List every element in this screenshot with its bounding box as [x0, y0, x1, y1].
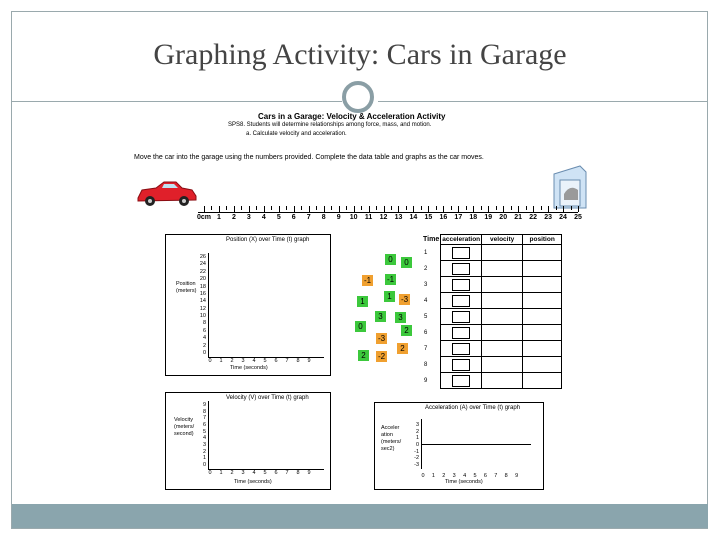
y-tick-label: 3	[415, 422, 419, 428]
row-time: 2	[424, 265, 428, 272]
ruler-tick	[518, 206, 519, 212]
ruler-minor-tick	[391, 206, 392, 210]
ruler-tick	[294, 206, 295, 212]
acceleration-cell	[441, 293, 482, 309]
velocity-graph-ylabel: Velocity (meters/ second)	[174, 417, 195, 437]
number-tile: 0	[401, 257, 412, 268]
table-row	[422, 277, 562, 293]
acceleration-input-box	[452, 311, 470, 323]
table-row	[422, 293, 562, 309]
position-cell	[523, 293, 562, 309]
ruler-tick	[488, 206, 489, 212]
y-tick-label: 2	[202, 448, 206, 455]
table-row	[422, 373, 562, 389]
ruler-label: 16	[439, 214, 448, 221]
table-header-position: position	[523, 235, 562, 245]
y-tick-label: 26	[199, 254, 206, 260]
position-graph-ylabel: Position (meters)	[176, 281, 197, 294]
ruler-label: 4	[261, 214, 266, 221]
x-tick-label: 0	[208, 358, 212, 364]
position-cell	[523, 277, 562, 293]
x-tick-label: 9	[307, 470, 311, 476]
y-tick-label: 20	[199, 276, 206, 283]
y-tick-label: 22	[199, 268, 206, 275]
ruler-tick	[503, 206, 504, 212]
distance-ruler	[196, 206, 582, 226]
ruler-minor-tick	[376, 206, 377, 210]
position-cell	[523, 309, 562, 325]
x-tick-label: 4	[252, 470, 256, 476]
acceleration-input-box	[452, 247, 470, 259]
ruler-label: 19	[484, 214, 493, 221]
ruler-minor-tick	[481, 206, 482, 210]
ruler-tick	[428, 206, 429, 212]
y-tick-label: 0	[202, 350, 206, 356]
x-tick-label: 7	[494, 473, 498, 479]
table-header-time: Time	[423, 236, 440, 243]
ruler-minor-tick	[226, 206, 227, 210]
y-tick-label: 1	[202, 455, 206, 462]
row-time: 8	[424, 361, 428, 368]
position-cell	[523, 357, 562, 373]
velocity-cell	[482, 309, 523, 325]
ruler-minor-tick	[361, 206, 362, 210]
velocity-graph-y-axis	[208, 401, 209, 469]
acceleration-cell	[441, 373, 482, 389]
acceleration-graph-xlabel: Time (seconds)	[445, 479, 483, 485]
velocity-cell	[482, 245, 523, 261]
velocity-graph	[165, 392, 331, 490]
acceleration-input-box	[452, 359, 470, 371]
ruler-label: 0cm	[196, 214, 212, 221]
title-divider-left	[12, 101, 342, 102]
velocity-cell	[482, 277, 523, 293]
number-tile: 3	[375, 311, 386, 322]
table-header-velocity: velocity	[482, 235, 523, 245]
ruler-tick	[339, 206, 340, 212]
y-tick-label: 4	[202, 335, 206, 342]
footer-bar	[12, 504, 708, 528]
table-row	[422, 309, 562, 325]
ruler-minor-tick	[241, 206, 242, 210]
y-tick-label: 24	[199, 261, 206, 268]
title-divider-right	[378, 101, 708, 102]
row-time: 7	[424, 345, 428, 352]
row-time: 9	[424, 377, 428, 384]
x-tick-label: 7	[285, 470, 289, 476]
row-time: 1	[424, 249, 428, 256]
ruler-tick	[309, 206, 310, 212]
ruler-tick	[473, 206, 474, 212]
acceleration-graph	[374, 402, 544, 490]
velocity-cell	[482, 341, 523, 357]
x-tick-label: 6	[483, 473, 487, 479]
ruler-tick	[548, 206, 549, 212]
acceleration-cell	[441, 325, 482, 341]
x-tick-label: 7	[285, 358, 289, 364]
acceleration-cell	[441, 341, 482, 357]
y-tick-label: 14	[199, 298, 206, 305]
position-graph-y-axis	[208, 253, 209, 357]
acceleration-cell	[441, 357, 482, 373]
ruler-label: 3	[246, 214, 251, 221]
x-tick-label: 8	[504, 473, 508, 479]
worksheet-image	[128, 108, 588, 500]
ruler-tick	[354, 206, 355, 212]
worksheet-title: Cars in a Garage: Velocity & Acceleration Activity	[258, 112, 446, 121]
number-tile: 1	[384, 291, 395, 302]
x-tick-label: 5	[263, 358, 267, 364]
ruler-tick	[443, 206, 444, 212]
x-tick-label: 9	[307, 358, 311, 364]
y-tick-label: 6	[202, 422, 206, 428]
garage-image	[550, 164, 588, 210]
position-graph	[165, 234, 331, 376]
ruler-label: 8	[321, 214, 326, 221]
ruler-label: 6	[291, 214, 296, 221]
x-tick-label: 1	[219, 470, 223, 476]
x-tick-label: 6	[274, 358, 278, 364]
ruler-label: 25	[574, 214, 582, 221]
position-cell	[523, 373, 562, 389]
position-cell	[523, 245, 562, 261]
y-tick-label: 2	[202, 342, 206, 349]
acceleration-input-box	[452, 263, 470, 275]
y-tick-label: 10	[199, 313, 206, 320]
number-tile: -1	[386, 275, 395, 284]
ruler-minor-tick	[406, 206, 407, 210]
ruler-label: 12	[379, 214, 388, 221]
row-time: 6	[424, 329, 428, 336]
ruler-label: 10	[349, 214, 358, 221]
y-tick-label: -3	[414, 462, 419, 468]
x-tick-label: 3	[241, 358, 245, 364]
position-cell	[523, 341, 562, 357]
row-time: 4	[424, 297, 428, 304]
velocity-cell	[482, 293, 523, 309]
ruler-label: 9	[336, 214, 341, 221]
y-tick-label: 18	[199, 283, 206, 290]
ruler-minor-tick	[421, 206, 422, 210]
ruler-label: 11	[364, 214, 373, 221]
velocity-graph-title: Velocity (V) over Time (t) graph	[226, 395, 309, 401]
ruler-tick	[458, 206, 459, 212]
velocity-cell	[482, 325, 523, 341]
ruler-minor-tick	[526, 206, 527, 210]
y-tick-label: 6	[202, 327, 206, 334]
ruler-label: 20	[499, 214, 508, 221]
acceleration-cell	[441, 245, 482, 261]
ruler-minor-tick	[556, 206, 557, 210]
velocity-cell	[482, 261, 523, 277]
velocity-cell	[482, 357, 523, 373]
acceleration-input-box	[452, 279, 470, 291]
ruler-minor-tick	[571, 206, 572, 210]
x-tick-label: 4	[252, 358, 256, 364]
number-tile: -1	[363, 276, 372, 285]
number-tile: 0	[355, 321, 366, 332]
y-tick-label: -2	[414, 455, 419, 462]
row-time: 5	[424, 313, 428, 320]
acceleration-input-box	[452, 375, 470, 387]
ruler-tick	[324, 206, 325, 212]
ruler-minor-tick	[211, 206, 212, 210]
worksheet-instructions: Move the car into the garage using the numbers provided. Complete the data table and graphs as the car moves.	[134, 154, 484, 161]
row-time: 3	[424, 281, 428, 288]
ruler-minor-tick	[301, 206, 302, 210]
y-tick-label: 8	[202, 408, 206, 415]
y-tick-label: 12	[199, 305, 206, 312]
ruler-label: 5	[276, 214, 281, 221]
table-row	[422, 325, 562, 341]
y-tick-label: 0	[202, 462, 206, 468]
ruler-tick	[249, 206, 250, 212]
x-tick-label: 3	[452, 473, 456, 479]
ruler-minor-tick	[466, 206, 467, 210]
ruler-minor-tick	[346, 206, 347, 210]
ruler-label: 15	[424, 214, 433, 221]
acceleration-cell	[441, 261, 482, 277]
y-tick-label: 16	[199, 290, 206, 297]
position-cell	[523, 261, 562, 277]
ruler-label: 18	[469, 214, 478, 221]
ruler-minor-tick	[256, 206, 257, 210]
ruler-minor-tick	[451, 206, 452, 210]
number-tile: 0	[385, 254, 396, 265]
velocity-cell	[482, 373, 523, 389]
y-tick-label: 7	[202, 415, 206, 422]
table-header-acceleration: acceleration	[442, 236, 481, 243]
ruler-tick	[533, 206, 534, 212]
ruler-label: 22	[529, 214, 538, 221]
ruler-tick	[219, 206, 220, 212]
number-tile: 1	[357, 296, 368, 307]
position-graph-xlabel: Time (seconds)	[230, 365, 268, 371]
ruler-minor-tick	[316, 206, 317, 210]
ruler-label: 7	[306, 214, 311, 221]
ruler-tick	[264, 206, 265, 212]
acceleration-cell	[441, 309, 482, 325]
position-graph-title: Position (X) over Time (t) graph	[226, 237, 310, 243]
acceleration-graph-ylabel: Acceler ation (meters/ sec2)	[381, 425, 402, 452]
ruler-label: 21	[514, 214, 523, 221]
table-row	[422, 245, 562, 261]
ruler-minor-tick	[331, 206, 332, 210]
ruler-minor-tick	[496, 206, 497, 210]
y-tick-label: 0	[415, 442, 419, 448]
ruler-minor-tick	[541, 206, 542, 210]
acceleration-cell	[441, 277, 482, 293]
y-tick-label: 2	[415, 428, 419, 435]
ruler-tick	[384, 206, 385, 212]
x-tick-label: 4	[463, 473, 467, 479]
number-tile: 2	[358, 350, 369, 361]
table-row	[422, 357, 562, 373]
number-tile: -3	[400, 295, 409, 304]
x-tick-label: 2	[230, 358, 234, 364]
number-tile: -2	[377, 352, 386, 361]
acceleration-input-box	[452, 343, 470, 355]
table-row	[422, 261, 562, 277]
x-tick-label: 3	[241, 470, 245, 476]
x-tick-label: 6	[274, 470, 278, 476]
ruler-label: 24	[559, 214, 567, 221]
number-tile: 2	[401, 325, 412, 336]
ruler-minor-tick	[286, 206, 287, 210]
acceleration-input-box	[452, 295, 470, 307]
ruler-tick	[369, 206, 370, 212]
ruler-label: 17	[454, 214, 463, 221]
x-tick-label: 0	[421, 473, 425, 479]
red-car-image	[134, 178, 198, 208]
x-tick-label: 5	[473, 473, 477, 479]
x-tick-label: 2	[442, 473, 446, 479]
velocity-graph-xlabel: Time (seconds)	[234, 479, 272, 485]
ruler-tick	[563, 206, 564, 212]
y-tick-label: 8	[202, 320, 206, 327]
ruler-label: 14	[409, 214, 418, 221]
table-row	[422, 341, 562, 357]
ruler-tick	[398, 206, 399, 212]
y-tick-label: 9	[202, 402, 206, 408]
acceleration-graph-title: Acceleration (A) over Time (t) graph	[425, 405, 521, 411]
x-tick-label: 8	[296, 358, 300, 364]
acceleration-input-box	[452, 327, 470, 339]
x-tick-label: 1	[219, 358, 223, 364]
number-tile: 3	[395, 312, 406, 323]
x-tick-label: 8	[296, 470, 300, 476]
number-tile: 2	[397, 343, 408, 354]
ruler-tick	[578, 206, 579, 212]
x-tick-label: 5	[263, 470, 267, 476]
ruler-tick	[204, 206, 205, 212]
x-tick-label: 2	[230, 470, 234, 476]
ruler-label: 2	[231, 214, 236, 221]
ruler-label: 1	[217, 214, 221, 221]
acceleration-graph-zero-line	[421, 444, 531, 445]
x-tick-label: 1	[431, 473, 435, 479]
ruler-label: 13	[394, 214, 403, 221]
number-tile: -3	[377, 334, 386, 343]
ruler-minor-tick	[436, 206, 437, 210]
x-tick-label: 0	[208, 470, 212, 476]
y-tick-label: 4	[202, 435, 206, 442]
worksheet-standard: SPS8. Students will determine relationships among force, mass, and motion.	[228, 122, 432, 128]
slide-title: Graphing Activity: Cars in Garage	[153, 38, 567, 71]
worksheet-standard-item: a. Calculate velocity and acceleration.	[246, 131, 347, 137]
data-table	[422, 234, 562, 389]
position-cell	[523, 325, 562, 341]
ruler-tick	[279, 206, 280, 212]
x-tick-label: 9	[515, 473, 519, 479]
y-tick-label: 3	[202, 442, 206, 448]
ruler-tick	[234, 206, 235, 212]
ruler-tick	[413, 206, 414, 212]
y-tick-label: -1	[414, 448, 419, 455]
y-tick-label: 5	[202, 428, 206, 435]
ruler-minor-tick	[511, 206, 512, 210]
y-tick-label: 1	[415, 435, 419, 442]
ruler-label: 23	[544, 214, 552, 221]
ruler-minor-tick	[271, 206, 272, 210]
